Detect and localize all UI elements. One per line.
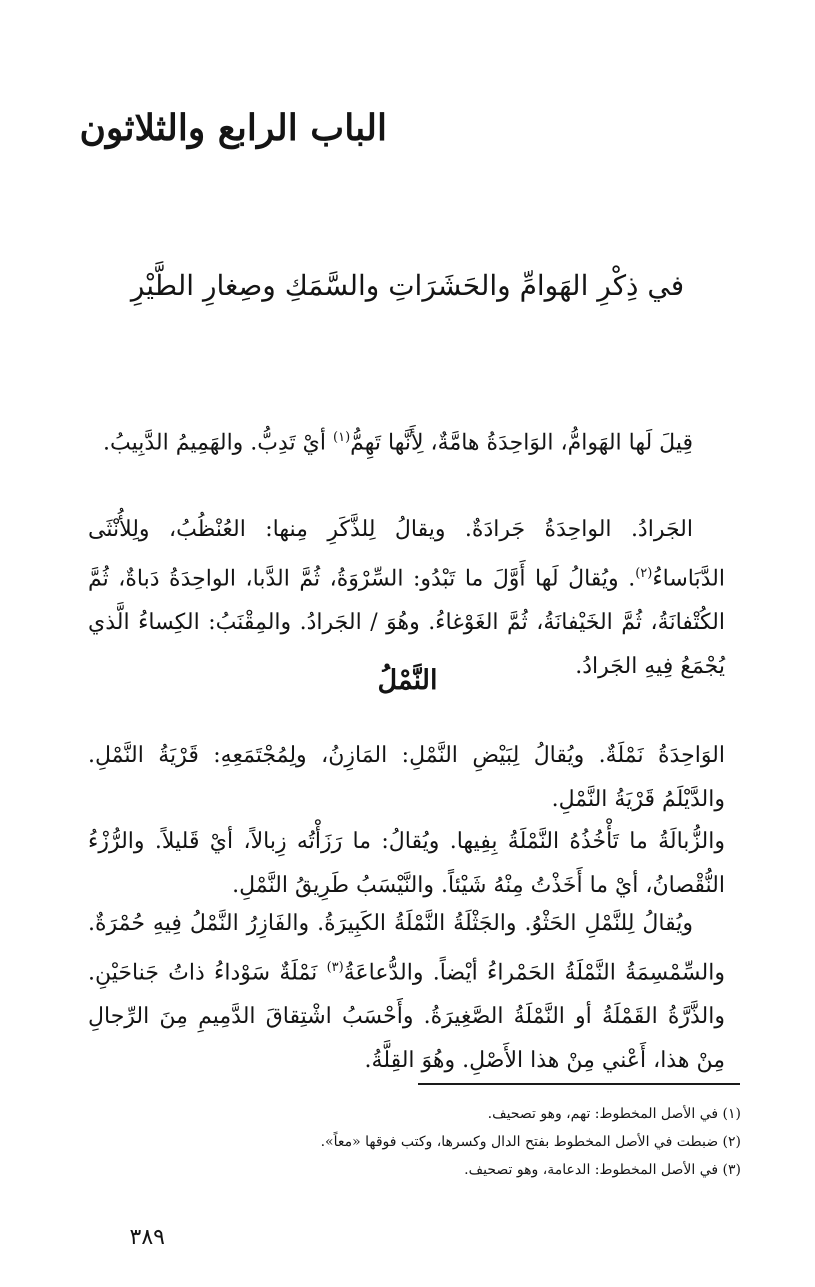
section-heading-ants: النَّمْلُ — [377, 665, 438, 696]
chapter-title: الباب الرابع والثلاثون — [79, 107, 387, 149]
footnote-divider — [418, 1083, 740, 1085]
footnote-ref-2: (٢) — [635, 566, 653, 581]
paragraph-ants-3 — [88, 902, 725, 1083]
footnote-3: (٣) في الأصل المخطوط: الدعامة، وهو تصحيف. — [464, 1162, 741, 1178]
footnote-ref-1: (١) — [333, 430, 351, 445]
paragraph-vermin — [88, 416, 725, 465]
paragraph-ants-3-text-cont: نَمْلَةٌ سَوْداءُ ذاتُ جَناحَيْنِ. والذَّرَّةُ القَمْلَةُ أو النَّمْلَةُ الصَّغِيرَةُ. وأَحْسَبُ اشْتِقاقَ الدَّمِيمِ مِنَ الرِّجالِ مِنْ هذا، أَعْني مِنْ هذا الأَصْلِ. وهُوَ القِلَّةُ. — [88, 960, 725, 1074]
paragraph-vermin-text-cont: أيْ تَدِبُّ. والهَمِيمُ الدَّبِيبُ. — [103, 430, 333, 456]
footnote-1: (١) في الأصل المخطوط: تهم، وهو تصحيف. — [487, 1106, 741, 1122]
paragraph-vermin-text: قِيلَ لَها الهَوامُّ، الوَاحِدَةُ هامَّةٌ، لِأَنَّها تَهِمُّ — [350, 430, 693, 456]
chapter-subtitle: في ذِكْرِ الهَوامِّ والحَشَرَاتِ والسَّمَكِ وصِغارِ الطَّيْرِ — [130, 269, 685, 302]
paragraph-ants-2: والزُّبالَةُ ما تَأْخُذُهُ النَّمْلَةُ بِفِيها. ويُقالُ: ما رَزَأْتُه زِبالاً، أيْ قَليلاً. والرُّزْءُ النُّقْصانُ، أيْ ما أَخَذْتُ مِنْهُ شَيْئاً. والنَّيْسَبُ طَرِيقُ النَّمْلِ. — [88, 829, 725, 898]
page-number: ٣٨٩ — [129, 1225, 165, 1250]
paragraph-locusts-text-cont: . ويُقالُ لَها أَوَّلَ ما تَبْدُو: السِّرْوَةُ، ثُمَّ الدَّبا، الواحِدَةُ دَباةٌ، ثُمَّ الكُتْفانَةُ، ثُمَّ الخَيْفانَةُ، ثُمَّ الغَوْغاءُ. وهُوَ / الجَرادُ. والمِقْنَبُ: الكِساءُ الَّذي يُجْمَعُ فِيهِ الجَرادُ. — [88, 566, 725, 680]
paragraph-ants-1: الوَاحِدَةُ نَمْلَةٌ. ويُقالُ لِبَيْضِ النَّمْلِ: المَازِنُ، ولِمُجْتَمَعِهِ: قَرْيَةُ النَّمْلِ. والدَّيْلَمُ قَرْيَةُ النَّمْلِ. — [88, 743, 725, 812]
footnote-ref-3: (٣) — [326, 960, 344, 975]
footnotes — [180, 1100, 741, 1184]
paragraph-locusts-text: الجَرادُ. الواحِدَةُ جَرادَةٌ. ويقالُ لِلذَّكَرِ مِنها: العُنْظُبُ، ولِلأُنْثَى الدَّبَاساءُ — [88, 517, 725, 592]
paragraph-ants-3-text: ويُقالُ لِلنَّمْلِ الحَثْوُ. والجَثْلَةُ النَّمْلَةُ الكَبِيرَةُ. والفَازِرُ النَّمْلُ فِيهِ حُمْرَةٌ. والسِّمْسِمَةُ النَّمْلَةُ الحَمْراءُ أيْضاً. والدُّعاعَةُ — [88, 911, 725, 986]
footnote-2: (٢) ضبطت في الأصل المخطوط بفتح الدال وكسرها، وكتب فوقها «معاً». — [320, 1134, 741, 1150]
